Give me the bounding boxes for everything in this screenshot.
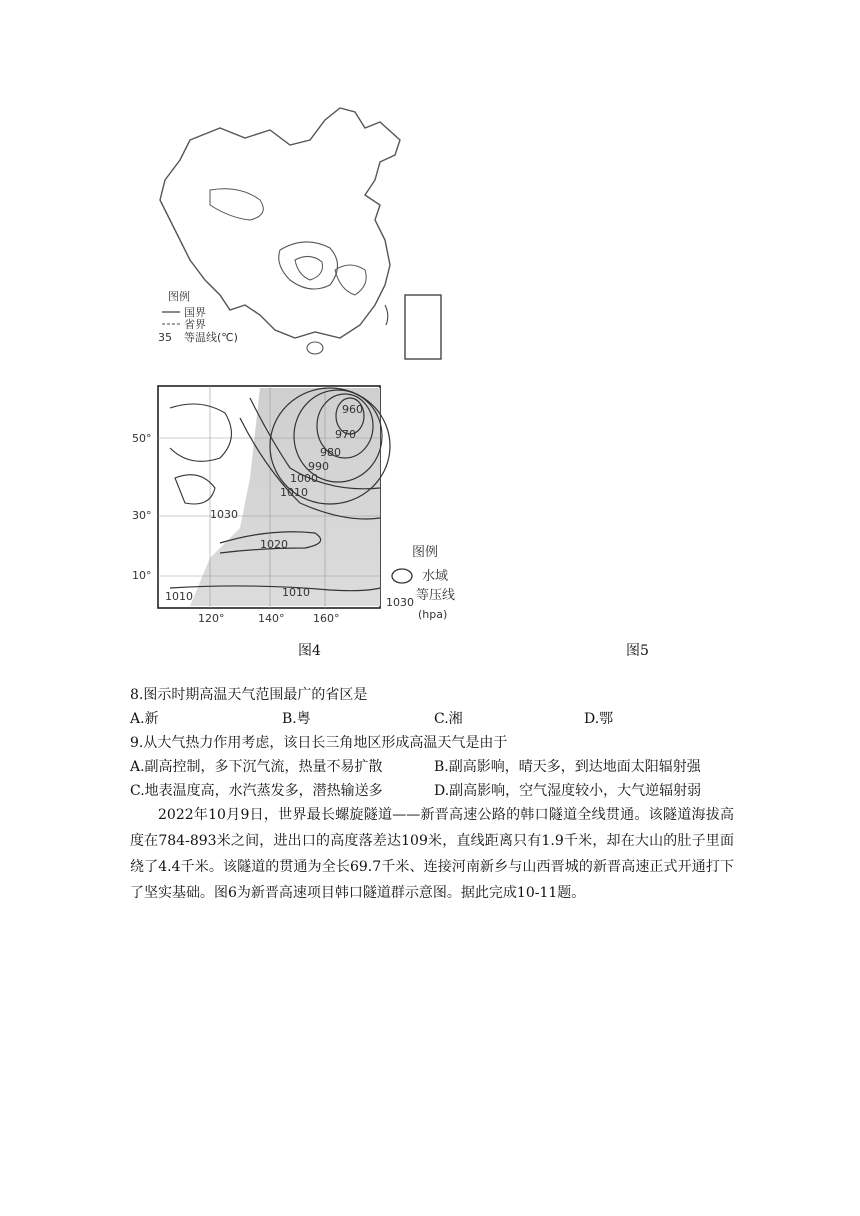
isobar-label: 960	[342, 403, 363, 416]
lat-label-50: 50°	[132, 432, 152, 445]
lat-label-30: 30°	[132, 509, 152, 522]
legend-isobar-unit: (hpa)	[418, 608, 448, 621]
q8-option-b: B.粤	[282, 711, 311, 727]
lat-label-10: 10°	[132, 569, 152, 582]
isobar-label: 1010	[282, 586, 310, 599]
q9-option-b: B.副高影响，晴天多，到达地面太阳辐射强	[434, 759, 701, 775]
pressure-map-drawing	[130, 378, 480, 628]
isobar-label: 1030	[210, 508, 238, 521]
question-8-stem: 8.图示时期高温天气范围最广的省区是	[130, 687, 368, 703]
legend-water: 水域	[422, 569, 449, 584]
figure-5-caption: 图5	[626, 643, 649, 659]
isobar-label: 1010	[280, 486, 308, 499]
isobar-label: 1000	[290, 472, 318, 485]
legend-national-border: 国界	[184, 306, 206, 319]
q8-option-a: A.新	[130, 711, 159, 727]
china-map-drawing	[150, 100, 450, 365]
isobar-label: 1020	[260, 538, 288, 551]
question-9-stem: 9.从大气热力作用考虑，该日长三角地区形成高温天气是由于	[130, 735, 508, 751]
legend-isobar-value: 1030	[386, 596, 414, 609]
q9-option-a: A.副高控制，多下沉气流，热量不易扩散	[130, 759, 383, 775]
map-legend-title: 图例	[168, 290, 190, 303]
legend-isobar: 等压线	[416, 588, 456, 603]
isobar-label: 970	[335, 428, 356, 441]
lon-label-120: 120°	[198, 612, 225, 625]
legend-isotherm: 等温线(℃)	[184, 331, 238, 344]
figure-4-caption: 图4	[298, 643, 321, 659]
isobar-label: 1010	[165, 590, 193, 603]
figure-5-pressure-map	[130, 378, 480, 628]
isobar-label: 990	[308, 460, 329, 473]
legend-province-border: 省界	[184, 318, 206, 331]
passage-paragraph: 2022年10月9日，世界最长螺旋隧道——新晋高速公路的韩口隧道全线贯通。该隧道海拔高度在784-893米之间，进出口的高度落差达109米，直线距离只有1.9千米，却在大山的肚子里面绕了4.4千米。该隧道的贯通为全长69.7千米、连接河南新乡与山西晋城的新晋高速正式开通打下了坚实基础。图6为新晋高速项目韩口隧道群示意图。据此完成10-11题。	[130, 807, 734, 901]
pressure-legend-title: 图例	[412, 545, 439, 560]
lon-label-160: 160°	[313, 612, 340, 625]
q8-option-d: D.鄂	[584, 711, 614, 727]
q8-option-c: C.湘	[434, 711, 463, 727]
lon-label-140: 140°	[258, 612, 285, 625]
isobar-label: 980	[320, 446, 341, 459]
q9-option-d: D.副高影响，空气湿度较小，大气逆辐射弱	[434, 783, 702, 799]
figure-4-map	[150, 100, 450, 365]
q9-option-c: C.地表温度高，水汽蒸发多，潜热输送多	[130, 783, 383, 799]
legend-isotherm-value: 35	[158, 331, 172, 344]
